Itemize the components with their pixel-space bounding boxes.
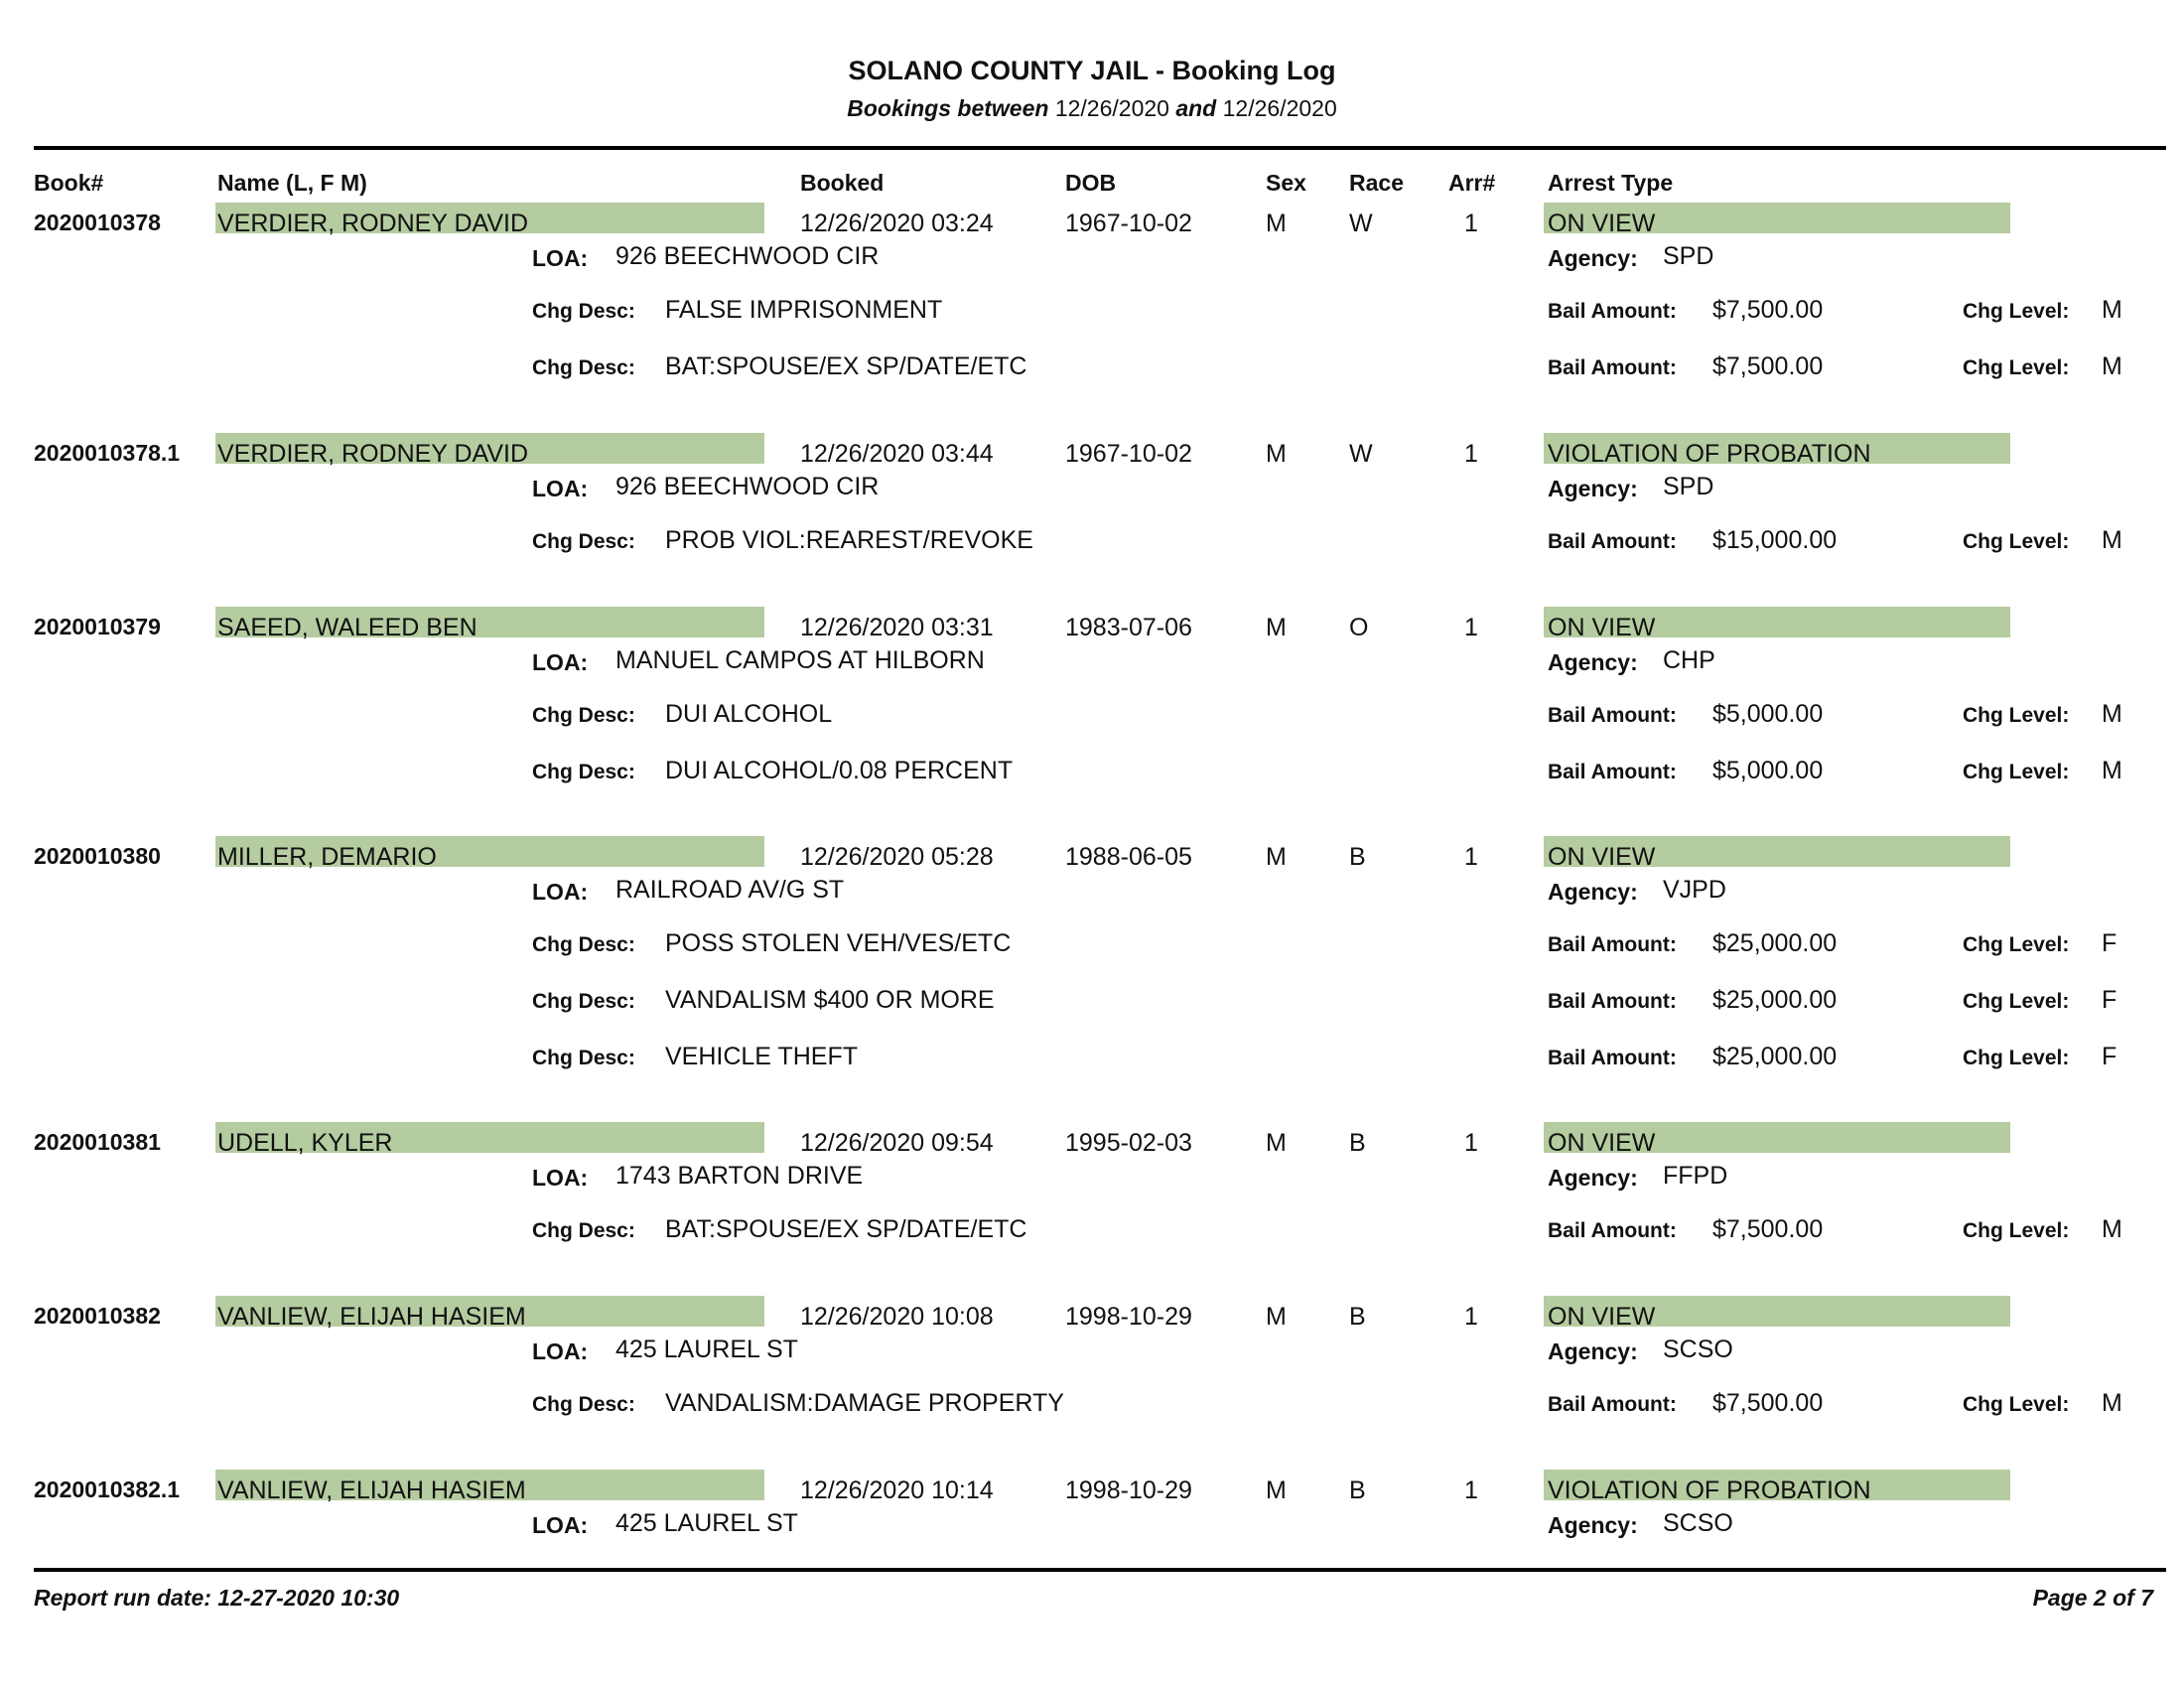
inmate-name: UDELL, KYLER (217, 1129, 393, 1157)
sex-value: M (1266, 843, 1287, 871)
inmate-name: VERDIER, RODNEY DAVID (217, 210, 529, 237)
loa-value: 425 LAUREL ST (615, 1509, 798, 1537)
end-date: 12/26/2020 (1222, 95, 1337, 121)
booked-datetime: 12/26/2020 10:14 (800, 1477, 994, 1504)
agency-value: SPD (1663, 242, 1714, 270)
bail-amount: $15,000.00 (1712, 526, 1838, 554)
date-of-birth: 1998-10-29 (1065, 1303, 1192, 1331)
bail-amount: $25,000.00 (1712, 986, 1838, 1014)
charge-description: DUI ALCOHOL/0.08 PERCENT (665, 757, 1014, 784)
booking-number: 2020010382.1 (34, 1477, 181, 1502)
col-race: Race (1349, 170, 1404, 196)
charge-level: F (2102, 929, 2117, 957)
date-of-birth: 1967-10-02 (1065, 440, 1192, 468)
bail-amount-label: Bail Amount: (1548, 530, 1677, 553)
charge-description: VEHICLE THEFT (665, 1043, 859, 1070)
bail-amount: $25,000.00 (1712, 1043, 1838, 1070)
report-subtitle (0, 95, 2184, 122)
charge-level-label: Chg Level: (1963, 1047, 2070, 1069)
arrest-type: ON VIEW (1548, 210, 1656, 237)
booking-number: 2020010380 (34, 843, 161, 869)
charge-desc-label: Chg Desc: (532, 356, 635, 379)
loa-label: LOA: (532, 879, 589, 905)
charge-level-label: Chg Level: (1963, 530, 2070, 553)
charge-description: BAT:SPOUSE/EX SP/DATE/ETC (665, 1215, 1027, 1243)
charge-desc-label: Chg Desc: (532, 1219, 635, 1242)
charge-level-label: Chg Level: (1963, 356, 2070, 379)
agency-value: SPD (1663, 473, 1714, 500)
agency-label: Agency: (1548, 476, 1638, 501)
bail-amount: $7,500.00 (1712, 296, 1824, 324)
arrest-type: VIOLATION OF PROBATION (1548, 1477, 1871, 1504)
agency-label: Agency: (1548, 1338, 1638, 1364)
charge-level-label: Chg Level: (1963, 1393, 2070, 1416)
agency-label: Agency: (1548, 245, 1638, 271)
arrest-type: VIOLATION OF PROBATION (1548, 440, 1871, 468)
sex-value: M (1266, 1477, 1287, 1504)
charge-level-label: Chg Level: (1963, 990, 2070, 1013)
loa-label: LOA: (532, 245, 589, 271)
agency-value: VJPD (1663, 876, 1726, 904)
race-value: B (1349, 1303, 1366, 1331)
booked-datetime: 12/26/2020 10:08 (800, 1303, 994, 1331)
charge-description: FALSE IMPRISONMENT (665, 296, 943, 324)
bail-amount-label: Bail Amount: (1548, 933, 1677, 956)
subtitle-prefix: Bookings between (847, 95, 1049, 121)
arrest-count: 1 (1464, 1303, 1478, 1331)
charge-desc-label: Chg Desc: (532, 300, 635, 323)
charge-level: F (2102, 1043, 2117, 1070)
inmate-name: VANLIEW, ELIJAH HASIEM (217, 1303, 526, 1331)
race-value: B (1349, 843, 1366, 871)
inmate-name: MILLER, DEMARIO (217, 843, 437, 871)
col-dob: DOB (1065, 170, 1117, 196)
charge-description: VANDALISM $400 OR MORE (665, 986, 995, 1014)
charge-desc-label: Chg Desc: (532, 1047, 635, 1069)
arrest-type: ON VIEW (1548, 1129, 1656, 1157)
loa-label: LOA: (532, 1512, 589, 1538)
agency-label: Agency: (1548, 1165, 1638, 1191)
booked-datetime: 12/26/2020 03:31 (800, 614, 994, 641)
top-divider (34, 146, 2166, 150)
loa-label: LOA: (532, 649, 589, 675)
charge-desc-label: Chg Desc: (532, 933, 635, 956)
charge-description: PROB VIOL:REAREST/REVOKE (665, 526, 1033, 554)
loa-value: MANUEL CAMPOS AT HILBORN (615, 646, 985, 674)
agency-value: CHP (1663, 646, 1715, 674)
date-of-birth: 1998-10-29 (1065, 1477, 1192, 1504)
charge-level-label: Chg Level: (1963, 933, 2070, 956)
bail-amount-label: Bail Amount: (1548, 704, 1677, 727)
charge-description: DUI ALCOHOL (665, 700, 833, 728)
inmate-name: SAEED, WALEED BEN (217, 614, 478, 641)
booking-number: 2020010378.1 (34, 440, 181, 466)
bail-amount-label: Bail Amount: (1548, 300, 1677, 323)
bail-amount: $7,500.00 (1712, 1389, 1824, 1417)
bail-amount-label: Bail Amount: (1548, 1219, 1677, 1242)
arrest-count: 1 (1464, 1129, 1478, 1157)
bail-amount-label: Bail Amount: (1548, 1047, 1677, 1069)
charge-level: M (2102, 352, 2122, 380)
loa-value: 1743 BARTON DRIVE (615, 1162, 864, 1190)
loa-label: LOA: (532, 1338, 589, 1364)
col-arrest-type: Arrest Type (1548, 170, 1674, 196)
booking-number: 2020010382 (34, 1303, 161, 1329)
inmate-name: VANLIEW, ELIJAH HASIEM (217, 1477, 526, 1504)
race-value: W (1349, 210, 1373, 237)
charge-desc-label: Chg Desc: (532, 761, 635, 783)
sex-value: M (1266, 614, 1287, 641)
agency-label: Agency: (1548, 1512, 1638, 1538)
col-book: Book# (34, 170, 104, 196)
charge-level: F (2102, 986, 2117, 1014)
race-value: B (1349, 1477, 1366, 1504)
subtitle-and: and (1175, 95, 1217, 121)
loa-value: 425 LAUREL ST (615, 1336, 798, 1363)
bail-amount: $5,000.00 (1712, 757, 1824, 784)
arrest-count: 1 (1464, 843, 1478, 871)
charge-level-label: Chg Level: (1963, 761, 2070, 783)
page-number: Page 2 of 7 (2032, 1585, 2153, 1611)
inmate-name: VERDIER, RODNEY DAVID (217, 440, 529, 468)
booked-datetime: 12/26/2020 05:28 (800, 843, 994, 871)
loa-value: 926 BEECHWOOD CIR (615, 242, 880, 270)
loa-value: RAILROAD AV/G ST (615, 876, 845, 904)
charge-level: M (2102, 757, 2122, 784)
charge-desc-label: Chg Desc: (532, 530, 635, 553)
loa-value: 926 BEECHWOOD CIR (615, 473, 880, 500)
bail-amount-label: Bail Amount: (1548, 1393, 1677, 1416)
agency-value: SCSO (1663, 1336, 1733, 1363)
charge-desc-label: Chg Desc: (532, 1393, 635, 1416)
agency-label: Agency: (1548, 879, 1638, 905)
charge-description: BAT:SPOUSE/EX SP/DATE/ETC (665, 352, 1027, 380)
bail-amount-label: Bail Amount: (1548, 356, 1677, 379)
report-run-date: Report run date: 12-27-2020 10:30 (34, 1585, 400, 1611)
charge-description: POSS STOLEN VEH/VES/ETC (665, 929, 1012, 957)
arrest-type: ON VIEW (1548, 843, 1656, 871)
agency-value: FFPD (1663, 1162, 1728, 1190)
charge-desc-label: Chg Desc: (532, 704, 635, 727)
date-of-birth: 1995-02-03 (1065, 1129, 1192, 1157)
start-date: 12/26/2020 (1054, 95, 1169, 121)
booked-datetime: 12/26/2020 03:24 (800, 210, 994, 237)
date-of-birth: 1983-07-06 (1065, 614, 1192, 641)
date-of-birth: 1988-06-05 (1065, 843, 1192, 871)
charge-level: M (2102, 526, 2122, 554)
arrest-count: 1 (1464, 614, 1478, 641)
charge-desc-label: Chg Desc: (532, 990, 635, 1013)
bail-amount: $7,500.00 (1712, 352, 1824, 380)
booking-number: 2020010379 (34, 614, 161, 639)
charge-level-label: Chg Level: (1963, 300, 2070, 323)
booked-datetime: 12/26/2020 03:44 (800, 440, 994, 468)
charge-level-label: Chg Level: (1963, 1219, 2070, 1242)
date-of-birth: 1967-10-02 (1065, 210, 1192, 237)
bail-amount-label: Bail Amount: (1548, 761, 1677, 783)
loa-label: LOA: (532, 476, 589, 501)
agency-value: SCSO (1663, 1509, 1733, 1537)
charge-level-label: Chg Level: (1963, 704, 2070, 727)
arrest-count: 1 (1464, 1477, 1478, 1504)
race-value: O (1349, 614, 1369, 641)
sex-value: M (1266, 1129, 1287, 1157)
charge-level: M (2102, 1215, 2122, 1243)
agency-label: Agency: (1548, 649, 1638, 675)
col-booked: Booked (800, 170, 885, 196)
bail-amount: $5,000.00 (1712, 700, 1824, 728)
booked-datetime: 12/26/2020 09:54 (800, 1129, 994, 1157)
sex-value: M (1266, 210, 1287, 237)
charge-level: M (2102, 296, 2122, 324)
charge-description: VANDALISM:DAMAGE PROPERTY (665, 1389, 1064, 1417)
sex-value: M (1266, 1303, 1287, 1331)
report-title: SOLANO COUNTY JAIL - Booking Log (848, 56, 1336, 85)
loa-label: LOA: (532, 1165, 589, 1191)
arrest-count: 1 (1464, 440, 1478, 468)
charge-level: M (2102, 700, 2122, 728)
bail-amount: $7,500.00 (1712, 1215, 1824, 1243)
booking-number: 2020010381 (34, 1129, 161, 1155)
col-sex: Sex (1266, 170, 1306, 196)
race-value: B (1349, 1129, 1366, 1157)
charge-level: M (2102, 1389, 2122, 1417)
col-name: Name (L, F M) (217, 170, 367, 196)
arrest-type: ON VIEW (1548, 1303, 1656, 1331)
booking-number: 2020010378 (34, 210, 161, 235)
sex-value: M (1266, 440, 1287, 468)
arrest-count: 1 (1464, 210, 1478, 237)
bail-amount: $25,000.00 (1712, 929, 1838, 957)
bail-amount-label: Bail Amount: (1548, 990, 1677, 1013)
race-value: W (1349, 440, 1373, 468)
col-arr: Arr# (1448, 170, 1496, 196)
arrest-type: ON VIEW (1548, 614, 1656, 641)
bottom-divider (34, 1568, 2166, 1572)
